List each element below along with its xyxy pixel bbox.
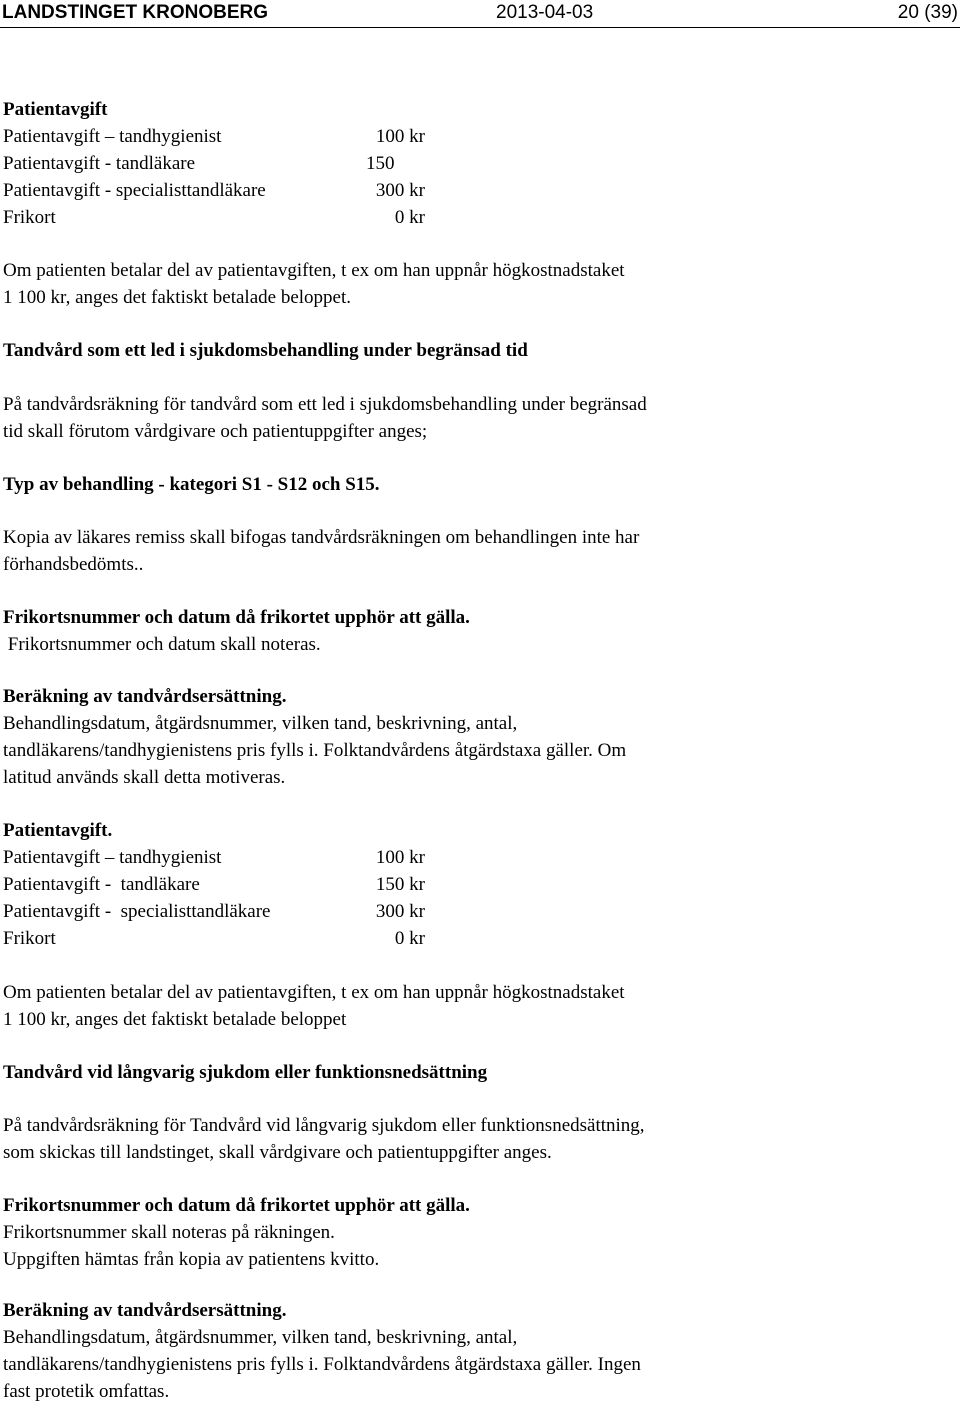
paragraph — [3, 257, 943, 311]
subheading: Beräkning av tandvårdsersättning. — [3, 1300, 287, 1321]
text-line: Uppgiften hämtas från kopia av patientens kvitto. — [3, 1249, 380, 1270]
text-line: 1 100 kr, anges det faktiskt betalade beloppet — [3, 1009, 347, 1030]
fee-amount: 150 kr — [375, 874, 425, 895]
fee-row — [3, 925, 943, 952]
text-line: latitud används skall detta motiveras. — [3, 767, 286, 788]
text-line: Behandlingsdatum, åtgärdsnummer, vilken tand, beskrivning, antal, — [3, 713, 518, 734]
text-line: Frikortsnummer skall noteras på räkningen. — [3, 1222, 335, 1243]
text-line: tid skall förutom vårdgivare och patientuppgifter anges; — [3, 421, 428, 442]
fee-amount: 0 kr — [394, 928, 425, 949]
text-line: Kopia av läkares remiss skall bifogas tandvårdsräkningen om behandlingen inte har — [3, 527, 640, 548]
subheading: Frikortsnummer och datum då frikortet upphör att gälla. — [3, 1195, 470, 1216]
document-body — [3, 96, 943, 1405]
fee-label: Patientavgift - specialisttandläkare — [3, 180, 266, 201]
fee-amount: 300 kr — [375, 180, 425, 201]
page-number: 20 (39) — [897, 2, 958, 23]
header-divider — [0, 27, 960, 28]
fee-amount: 100 kr — [375, 847, 425, 868]
paragraph — [3, 604, 943, 658]
text-line: Behandlingsdatum, åtgärdsnummer, vilken tand, beskrivning, antal, — [3, 1327, 518, 1348]
fee-table — [3, 123, 943, 231]
text-line: förhandsbedömts.. — [3, 554, 144, 575]
fee-amount: 100 kr — [375, 126, 425, 147]
text-line: tandläkarens/tandhygienistens pris fylls i. Folktandvårdens åtgärdstaxa gäller. Om — [3, 740, 627, 761]
fee-label: Patientavgift - tandläkare — [3, 874, 200, 895]
fee-amount: 150 — [366, 153, 395, 174]
fee-table — [3, 844, 943, 952]
fee-row — [3, 871, 943, 898]
paragraph — [3, 1112, 943, 1166]
paragraph — [3, 1192, 943, 1273]
page-header — [0, 0, 960, 26]
paragraph — [3, 391, 943, 445]
fee-row — [3, 177, 943, 204]
subheading: Frikortsnummer och datum då frikortet upphör att gälla. — [3, 607, 470, 628]
fee-label: Patientavgift – tandhygienist — [3, 126, 222, 147]
fee-row — [3, 150, 943, 177]
paragraph — [3, 524, 943, 578]
document-date: 2013-04-03 — [496, 2, 594, 23]
paragraph — [3, 1297, 943, 1405]
text-line: På tandvårdsräkning för tandvård som ett led i sjukdomsbehandling under begränsad — [3, 394, 647, 415]
fee-label: Patientavgift – tandhygienist — [3, 847, 222, 868]
fee-row — [3, 898, 943, 925]
fee-label: Patientavgift - tandläkare — [3, 153, 196, 174]
paragraph — [3, 979, 943, 1033]
text-line: Frikortsnummer och datum skall noteras. — [3, 634, 321, 655]
fee-row — [3, 844, 943, 871]
text-line: som skickas till landstinget, skall vårdgivare och patientuppgifter anges. — [3, 1142, 552, 1163]
text-line: tandläkarens/tandhygienistens pris fylls i. Folktandvårdens åtgärdstaxa gäller. Ingen — [3, 1354, 641, 1375]
section-heading: Patientavgift — [3, 99, 108, 120]
fee-label: Patientavgift - specialisttandläkare — [3, 901, 271, 922]
organization-name: LANDSTINGET KRONOBERG — [2, 2, 268, 23]
subheading: Beräkning av tandvårdsersättning. — [3, 686, 287, 707]
fee-amount: 300 kr — [375, 901, 425, 922]
paragraph — [3, 683, 943, 791]
fee-label: Frikort — [3, 928, 56, 949]
fee-row — [3, 123, 943, 150]
fee-label: Frikort — [3, 207, 56, 228]
text-line: Om patienten betalar del av patientavgiften, t ex om han uppnår högkostnadstaket — [3, 260, 625, 281]
subheading: Patientavgift. — [3, 820, 113, 841]
text-line: På tandvårdsräkning för Tandvård vid långvarig sjukdom eller funktionsnedsättning, — [3, 1115, 645, 1136]
treatment-type: Typ av behandling - kategori S1 - S12 och S15. — [3, 474, 380, 495]
text-line: 1 100 kr, anges det faktiskt betalade beloppet. — [3, 287, 351, 308]
section-heading: Tandvård som ett led i sjukdomsbehandling under begränsad tid — [3, 340, 528, 361]
paragraph — [3, 817, 943, 952]
fee-amount: 0 kr — [394, 207, 425, 228]
text-line: Om patienten betalar del av patientavgiften, t ex om han uppnår högkostnadstaket — [3, 982, 625, 1003]
fee-row — [3, 204, 943, 231]
section-heading: Tandvård vid långvarig sjukdom eller funktionsnedsättning — [3, 1062, 488, 1083]
text-line: fast protetik omfattas. — [3, 1381, 170, 1402]
